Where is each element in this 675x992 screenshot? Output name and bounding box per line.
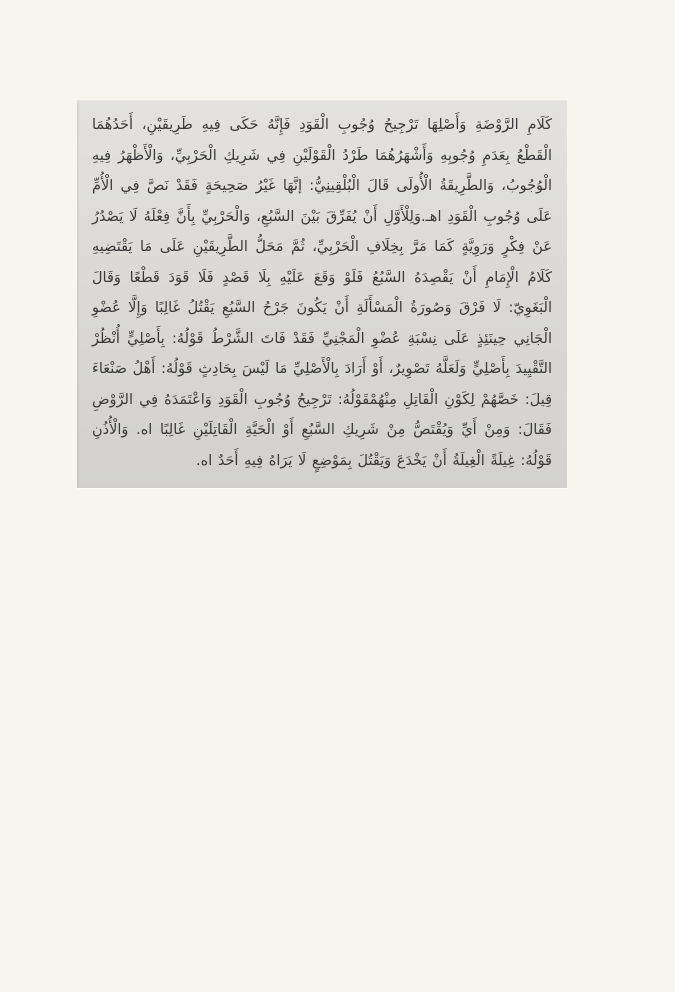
arabic-paragraph: كَلَامِ الرَّوْضَةِ وَأَصْلِهَا تَرْجِيحُ وُجُوبِ الْقَوَدِ فَإِنَّهُ حَكَى فِيهِ طَرِيقَيْنِ، أَحَدُهُمَا الْقَطْعُ بِعَدَمِ وُجُوبِهِ وَأَشْهَرُهُمَا طَرْدُ الْقَوْلَيْنِ فِي شَرِيكِ الْحَرْبِيِّ، وَالْأَظْهَرُ فِيهِ الْوُجُوبُ، وَالطَّرِيقَةُ الْأُولَى قَالَ الْبُلْقِينِيُّ: إنَّهَا غَيْرُ صَحِيحَةٍ فَقَدْ نَصَّ فِي الْأُمِّ عَلَى وُجُوبِ الْقَوَدِ اهـ.وَلِلْأَوَّلِ أَنْ يُفَرِّقَ بَيْنَ السَّبُعِ، وَالْحَرْبِيِّ بِأَنَّ فِعْلَهُ لَا يَصْدُرُ عَنْ فِكْرٍ وَرَوِيَّةٍ كَمَا مَرَّ بِخِلَافِ الْحَرْبِيِّ، ثُمَّ مَحَلُّ الطَّرِيقَيْنِ عَلَى مَا يَقْتَضِيهِ كَلَامُ الْإِمَامِ أَنْ يَقْصِدَهُ السَّبُعُ فَلَوْ وَقَعَ عَلَيْهِ بِلَا قَصْدٍ فَلَا قَوَدَ قَطْعًا وَقَالَ الْبَغَوِيّ: لَا فَرْقَ وَصُورَةُ الْمَسْأَلَةِ أَنْ يَكُونَ جَرْحُ السَّبُعِ يَقْتُلُ غَالِبًا وَإِلَّا عُضْوِ الْجَانِي حِينَئِذٍ عَلَى نِسْبَةِ عُضْوِ الْمَجْنِيِّ فَقَدْ فَاتَ الشَّرْطُ قَوْلُهُ: بِأَصْلِيٍّ أُنْظُرْ التَّقْيِيدَ بِأَصْلِيٍّ وَلَعَلَّهُ تَصْوِيرٌ، أَوْ أَرَادَ بِالْأَصْلِيِّ مَا لَيْسَ بِحَادِثٍ قَوْلُهُ: أَهْلُ صَنْعَاءَ قِيلَ: خَصَّهُمْ لِكَوْنِ الْقَاتِلِ مِنْهُمْقَوْلُهُ: تَرْجِيحُ وُجُوبِ الْقَوَدِ وَاعْتَمَدَهُ فِي الرَّوْضِ فَقَالَ: وَمِنْ أَيِّ وَيُقْتَصُّ مِنْ شَرِيكِ السَّبُعِ أَوْ الْحَيَّةِ الْقَاتِلَيْنِ غَالِبًا اه. وَالْأُذُنِ قَوْلُهُ: غِيلَةً الْغِيلَةُ أَنْ يَخْدَعَ وَيَقْتُلَ بِمَوْضِعٍ لَا يَرَاهُ فِيهِ أَحَدٌ اه. <box>92 117 552 469</box>
arabic-text-panel <box>77 100 567 488</box>
